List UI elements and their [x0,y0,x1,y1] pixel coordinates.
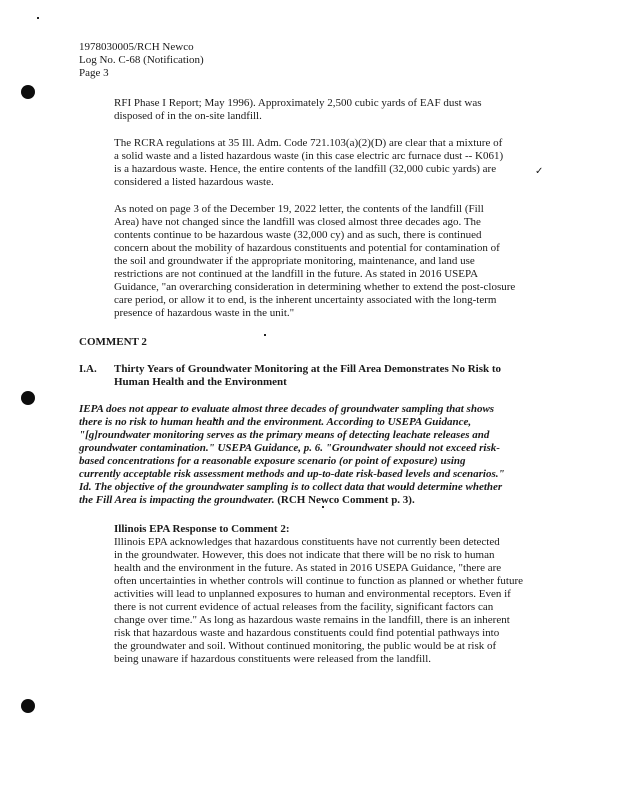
text-line: risk that hazardous waste and hazardous constituents could find potential pathways into [114,627,500,639]
text-line: contents continue to be hazardous waste (32,000 cy) and as such, there is continued [114,229,482,241]
text-line: being unaware if hazardous constituents were released from the landfill. [114,653,432,665]
paragraph-rcra-regulations [114,137,534,189]
comment-heading: COMMENT 2 [79,336,147,348]
text-line: RFI Phase I Report; May 1996). Approximately 2,500 cubic yards of EAF dust was [114,97,482,109]
text-line: is a hazardous waste. Hence, the entire contents of the landfill (32,000 cubic yards) are [114,163,497,175]
comment-citation: (RCH Newco Comment p. 3). [274,494,415,506]
text-line: Id. The objective of the groundwater sampling is to collect data that would determine whether [79,481,503,493]
text-line: health and the environment in the future. As stated in 2016 USEPA Guidance, "there are [114,562,502,574]
text-line: Illinois EPA acknowledges that hazardous constituents have not currently been detected [114,536,500,548]
letter-header [79,41,204,80]
text-line: the groundwater and soil. Without continued monitoring, the public would be at risk of [114,640,497,652]
comment-body [79,403,539,507]
header-page-number: Page 3 [79,67,109,79]
text-line: concern about the mobility of hazardous constituents and potential for contamination of [114,242,500,254]
text-line: The RCRA regulations at 35 Ill. Adm. Code 721.103(a)(2)(D) are clear that a mixture of [114,137,503,149]
punch-hole-top [21,85,35,99]
paragraph-landfill-contents [114,203,534,320]
punch-hole-middle [21,391,35,405]
text-line: groundwater contamination." USEPA Guidance, p. 6. "Groundwater should not exceed risk- [79,442,500,454]
section-title-line: Human Health and the Environment [114,376,287,388]
response-heading: Illinois EPA Response to Comment 2: [114,523,290,535]
section-title-line: Thirty Years of Groundwater Monitoring at the Fill Area Demonstrates No Risk to [114,363,502,375]
response-body [114,536,538,666]
text-line: in the groundwater. However, this does not indicate that there will be no risk to human [114,549,495,561]
header-file-number: 1978030005/RCH Newco [79,41,194,53]
text-line: there is not current evidence of actual releases from the facility, significant factors can [114,601,494,613]
scan-speck [37,17,39,19]
text-line: there is no risk to human health and the environment. According to USEPA Guidance, [79,416,472,428]
text-line-final [79,494,539,507]
paragraph-eaf-dust [114,97,530,123]
text-line: disposed of in the on-site landfill. [114,110,262,122]
text-line: Guidance, "an overarching consideration in determining whether to extend the post-closure [114,281,516,293]
text-line: change over time." As long as hazardous waste remains in the landfill, there is an inherent [114,614,510,626]
text-line: activities will lead to unplanned exposures to human and environmental receptors. Even if [114,588,511,600]
section-title [114,363,534,389]
text-line: based concentrations for a reasonable exposure scenario (or point of exposure) using [79,455,466,467]
header-log-number: Log No. C-68 (Notification) [79,54,204,66]
punch-hole-bottom [21,699,35,713]
margin-check-mark: ✓ [535,166,544,177]
text-line: care period, or allow it to end, is the inherent uncertainty associated with the long-term [114,294,497,306]
text-line: Area) have not changed since the landfill was closed almost three decades ago. The [114,216,481,228]
text-line: a solid waste and a listed hazardous waste (in this case electric arc furnace dust -- K061) [114,150,504,162]
text-line: As noted on page 3 of the December 19, 2022 letter, the contents of the landfill (Fill [114,203,484,215]
text-line: presence of hazardous waste in the unit." [114,307,295,319]
scan-speck [264,334,266,336]
comment-final-italic: the Fill Area is impacting the groundwater. [79,494,275,506]
text-line: considered a listed hazardous waste. [114,176,274,188]
text-line: restrictions are not continued at the landfill in the future. As stated in 2016 USEPA [114,268,479,280]
text-line: currently acceptable risk assessment methods and up-to-date risk-based levels and scenarios." [79,468,505,480]
section-number: I.A. [79,363,97,375]
text-line: "[g]roundwater monitoring serves as the primary means of detecting leachate releases and [79,429,490,441]
text-line: often uncertainties in whether controls will continue to function as planned or whether future [114,575,524,587]
text-line: the soil and groundwater if the appropriate monitoring, maintenance, and land use [114,255,475,267]
text-line: IEPA does not appear to evaluate almost three decades of groundwater sampling that shows [79,403,495,415]
